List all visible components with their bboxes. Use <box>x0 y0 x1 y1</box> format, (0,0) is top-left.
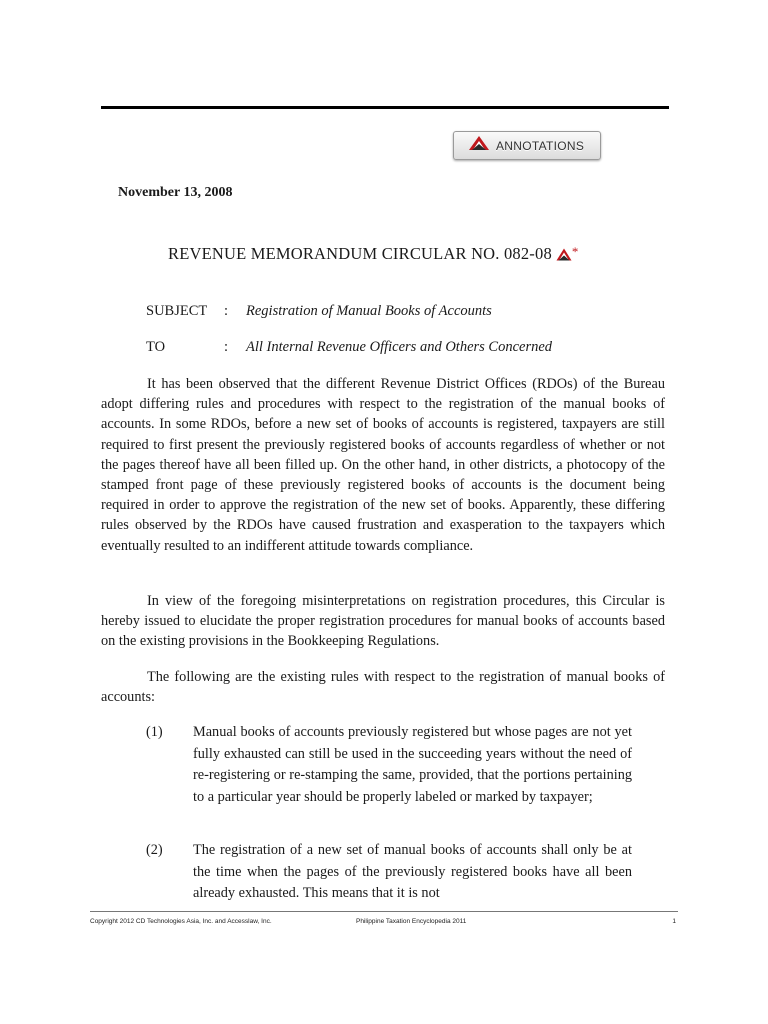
top-rule <box>101 106 669 109</box>
paragraph-1: It has been observed that the different Revenue District Offices (RDOs) of the Bureau adopt differing rules and procedures with respect to the registration of the manual books of accounts. In some RDOs, before a new set of books of accounts is registered, taxpayers are still required to first present the previously registered books of accounts regardless of whether or not the pages thereof have all been filled up. On the other hand, in other districts, a photocopy of the stamped front page of these previously registered books of accounts is the document being required in order to approve the registration of the new set of books. Apparently, these differing rules observed by the RDOs have caused frustration and exasperation to the taxpayers which eventually resulted to an indifferent attitude towards compliance. <box>101 376 665 554</box>
paragraph-3: The following are the existing rules with respect to the registration of manual books of accounts: <box>101 669 665 706</box>
annotation-marker[interactable] <box>556 243 579 261</box>
to-colon: : <box>224 339 229 355</box>
footer-copyright: Copyright 2012 CD Technologies Asia, Inc. and Accesslaw, Inc. <box>90 918 272 925</box>
list-item-text: Manual books of accounts previously registered but whose pages are not yet fully exhausted can still be used in the succeeding years without the need of re-registering or re-stamping the same, provided, that the portions pertaining to a particular year should be properly labeled or marked by taxpayer; <box>193 724 632 805</box>
subject-line <box>146 303 492 320</box>
annotations-logo-icon <box>468 135 490 156</box>
to-value: All Internal Revenue Officers and Others Concerned <box>246 339 553 355</box>
to-line <box>146 339 552 356</box>
to-key: TO <box>146 339 166 355</box>
footer-rule <box>90 911 678 912</box>
annotations-button-label: ANNOTATIONS <box>496 138 585 153</box>
footer-publication: Philippine Taxation Encyclopedia 2011 <box>356 918 467 925</box>
subject-colon: : <box>224 303 229 319</box>
list-item <box>146 840 632 905</box>
subject-value: Registration of Manual Books of Accounts <box>246 303 492 319</box>
footer-page-number: 1 <box>672 918 676 925</box>
annotation-marker-star: * <box>571 243 579 259</box>
paragraph-2: In view of the foregoing misinterpretations on registration procedures, this Circular is hereby issued to elucidate the proper registration procedures for manual books of accounts based on the existing provisions in the Bookkeeping Regulations. <box>101 593 665 650</box>
list-item-number: (1) <box>146 724 163 740</box>
list-item-text: The registration of a new set of manual books of accounts shall only be at the time when the pages of the previously registered books have all been already exhausted. This means that it is not <box>193 842 632 901</box>
annotations-button[interactable] <box>453 131 601 160</box>
document-title <box>168 244 579 264</box>
annotation-marker-icon <box>556 248 572 261</box>
list-item <box>146 722 632 808</box>
subject-key: SUBJECT <box>146 303 208 319</box>
list-item-number: (2) <box>146 842 163 858</box>
document-title-text: REVENUE MEMORANDUM CIRCULAR NO. 082-08 <box>168 244 552 263</box>
document-date: November 13, 2008 <box>118 185 233 200</box>
page-footer <box>90 918 678 930</box>
